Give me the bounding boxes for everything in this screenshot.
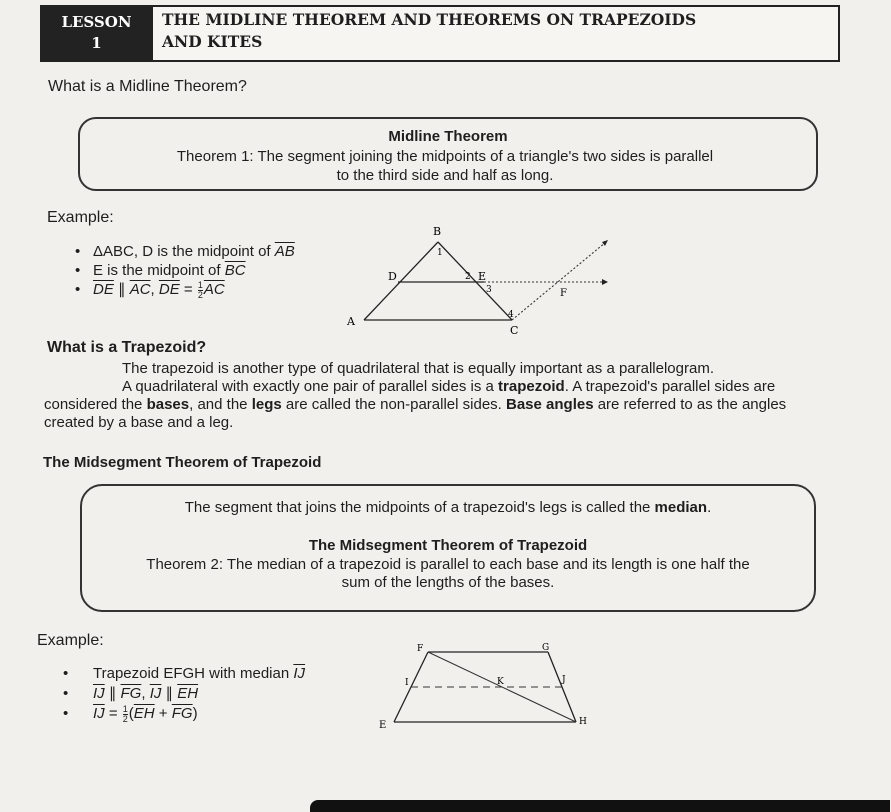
question-trapezoid: What is a Trapezoid? <box>47 339 207 356</box>
example-label-2: Example: <box>37 632 104 649</box>
point-k-label: K <box>497 677 504 687</box>
segment-ab: $\overline{AB}$ <box>274 243 295 260</box>
trapezoid-diagram <box>372 640 608 736</box>
arrowhead-ef <box>602 279 608 285</box>
list-item: • Trapezoid EFGH with median $\overline{IJ}$ <box>63 664 305 684</box>
lesson-label: LESSON <box>61 13 132 31</box>
vertex-f-label: F <box>417 644 424 654</box>
angle-4-label: 4 <box>508 310 514 320</box>
vertex-a-label: A <box>347 315 355 328</box>
vertex-g-label: G <box>542 643 550 653</box>
median-definition: The segment that joins the midpoints of a trapezoid's legs is called the median. <box>184 499 712 516</box>
angle-3-label: 3 <box>486 285 492 295</box>
triangle-diagram <box>340 222 630 337</box>
triangle-side-bc <box>438 242 512 320</box>
lesson-title <box>162 9 822 53</box>
fraction-half: $\frac{1}{2}$ <box>122 703 128 724</box>
lesson-number: 1 <box>91 34 102 52</box>
vertex-b-label: B <box>433 225 442 238</box>
midline-theorem-text <box>140 147 750 185</box>
point-d-label: D <box>388 270 397 283</box>
theorem1-line1: Theorem 1: The segment joining the midpoints of a triangle's two sides is parallel <box>176 148 714 165</box>
trapezoid-line1: The trapezoid is another type of quadrilateral that is equally important as a parallelogram. <box>122 360 714 377</box>
list-item: • E is the midpoint of $\overline{BC}$ <box>75 261 295 280</box>
example-list-1 <box>75 242 295 300</box>
theorem2-line2: sum of the lengths of the bases. <box>341 574 555 591</box>
lesson-tab <box>40 5 153 62</box>
example-label-1: Example: <box>47 209 114 226</box>
lesson-title-line2: AND KITES <box>162 32 263 51</box>
midsegment-theorem-title: The Midsegment Theorem of Trapezoid <box>308 537 588 554</box>
point-e-label: E <box>478 270 487 283</box>
angle-2-label: 2 <box>465 272 471 282</box>
example-list-2 <box>63 664 305 724</box>
extension-cf <box>512 242 606 320</box>
midsegment-heading: The Midsegment Theorem of Trapezoid <box>43 454 322 471</box>
list-item: • $\overline{IJ}$ ∥ $\overline{FG}$, $\overline{IJ}$ ∥ $\overline{EH}$ <box>63 684 305 704</box>
theorem2-line1: Theorem 2: The median of a trapezoid is parallel to each base and its length is one half the <box>146 556 750 573</box>
vertex-c-label: C <box>510 324 519 337</box>
point-f-label: F <box>560 288 567 299</box>
trapezoid-definition: A quadrilateral with exactly one pair of parallel sides is a trapezoid. A trapezoid's parallel sides are considered the bases, and the legs are called the non-parallel sides. Base angles are referred to as the angles created by a base and a leg. <box>44 378 787 431</box>
fraction-half: $\frac{1}{2}$ <box>197 279 203 300</box>
midsegment-theorem-text <box>110 556 786 592</box>
vertex-h-label: H <box>579 717 587 727</box>
trapezoid-paragraph <box>44 360 819 432</box>
page-edge-shadow <box>310 800 890 812</box>
point-j-label: J <box>562 675 566 685</box>
point-i-label: I <box>405 678 409 688</box>
list-item: • ΔABC, D is the midpoint of $\overline{AB}$ <box>75 242 295 261</box>
triangle-side-ab <box>364 242 438 320</box>
theorem1-line2: to the third side and half as long. <box>336 167 554 184</box>
lesson-title-line1: THE MIDLINE THEOREM AND THEOREMS ON TRAPEZOIDS <box>162 10 697 29</box>
list-item: • $\overline{IJ}$ = $\frac{1}{2}$ $(\overline{EH} + \overline{FG})$ <box>63 704 305 724</box>
angle-1-label: 1 <box>437 248 443 258</box>
question-midline: What is a Midline Theorem? <box>48 78 247 95</box>
segment-bc: $\overline{BC}$ <box>224 262 246 279</box>
vertex-e-label: E <box>379 720 387 731</box>
list-item: • $\overline{DE}$ ∥ $\overline{AC}$, $\overline{DE}$ = $\frac{1}{2}$ $\overline{AC}$ <box>75 280 295 300</box>
midline-theorem-title: Midline Theorem <box>388 128 508 145</box>
segment-ij: $\overline{IJ}$ <box>293 665 306 682</box>
